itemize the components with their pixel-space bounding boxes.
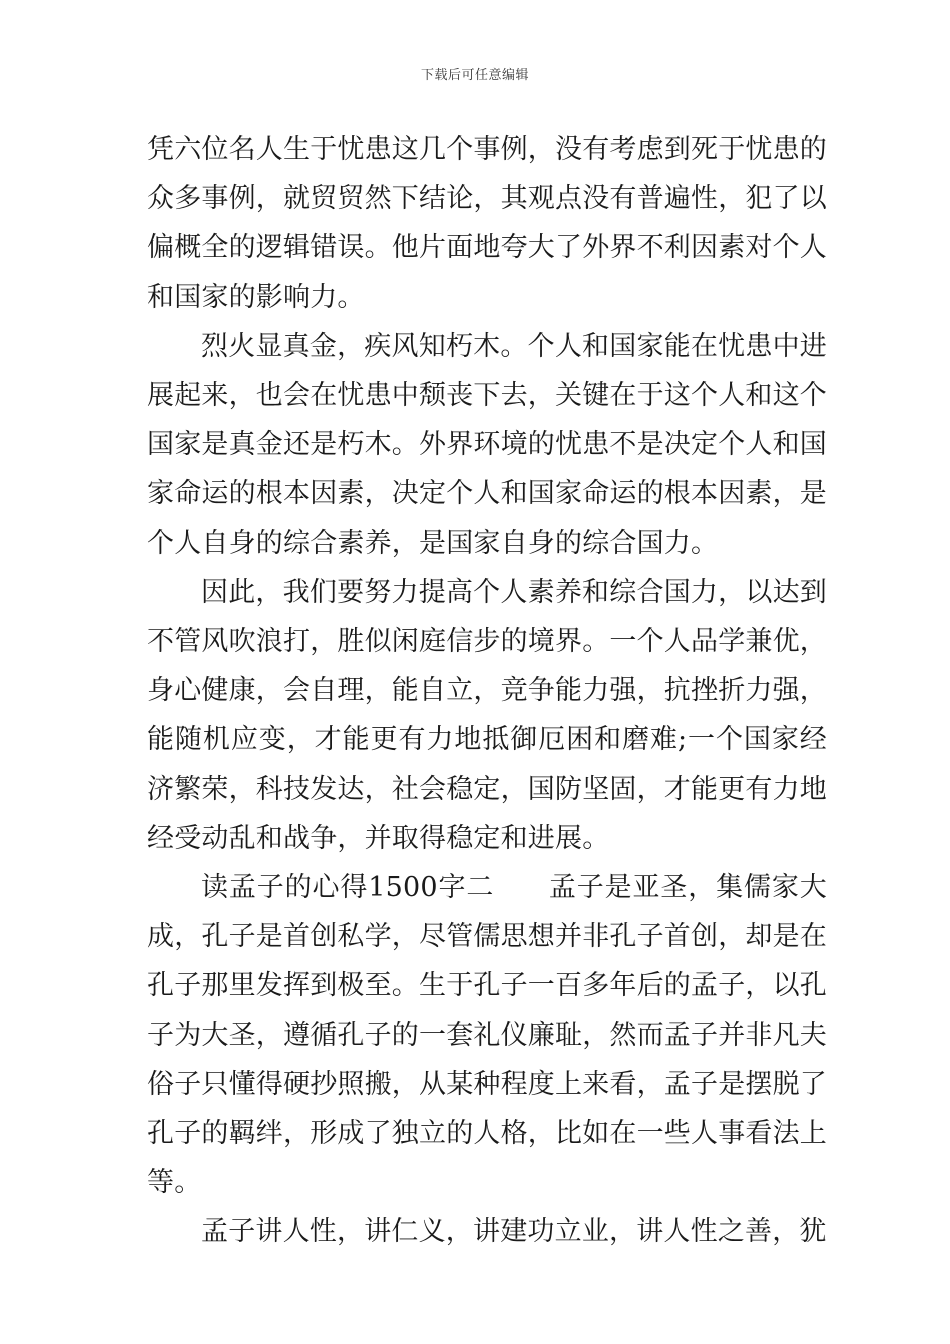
document-body — [147, 125, 827, 1257]
paragraph-2: 烈火显真金，疾风知朽木。个人和国家能在忧患中进展起来，也会在忧患中颓丧下去，关键在于这个人和这个国家是真金还是朽木。外界环境的忧患不是决定个人和国家命运的根本因素，决定个人和国家命运的根本因素，是个人自身的综合素养，是国家自身的综合国力。 — [147, 330, 827, 559]
paragraph-4-text: 孟子是亚圣，集儒家大成，孔子是首创私学，尽管儒思想并非孔子首创，却是在孔子那里发挥到极至。生于孔子一百多年后的孟子，以孔子为大圣，遵循孔子的一套礼仪廉耻，然而孟子并非凡夫俗子只懂得硬抄照搬，从某种程度上来看，孟子是摆脱了孔子的羁绊，形成了独立的人格，比如在一些人事看法上等。 — [147, 872, 827, 1199]
section-title: 读孟子的心得1500字二 — [201, 872, 495, 904]
page-header: 下载后可任意编辑 — [420, 68, 529, 83]
paragraph-3: 因此，我们要努力提高个人素养和综合国力，以达到不管风吹浪打，胜似闲庭信步的境界。一个人品学兼优，身心健康，会自理，能自立，竞争能力强，抗挫折力强，能随机应变，才能更有力地抵御厄困和磨难;一个国家经济繁荣，科技发达，社会稳定，国防坚固，才能更有力地经受动乱和战争，并取得稳定和进展。 — [147, 576, 827, 854]
paragraph-4 — [147, 863, 827, 1207]
paragraph-5: 孟子讲人性，讲仁义，讲建功立业，讲人性之善，犹 — [201, 1216, 827, 1248]
paragraph-1: 凭六位名人生于忧患这几个事例，没有考虑到死于忧患的众多事例，就贸贸然下结论，其观点没有普遍性，犯了以偏概全的逻辑错误。他片面地夸大了外界不利因素对个人和国家的影响力。 — [147, 134, 827, 313]
